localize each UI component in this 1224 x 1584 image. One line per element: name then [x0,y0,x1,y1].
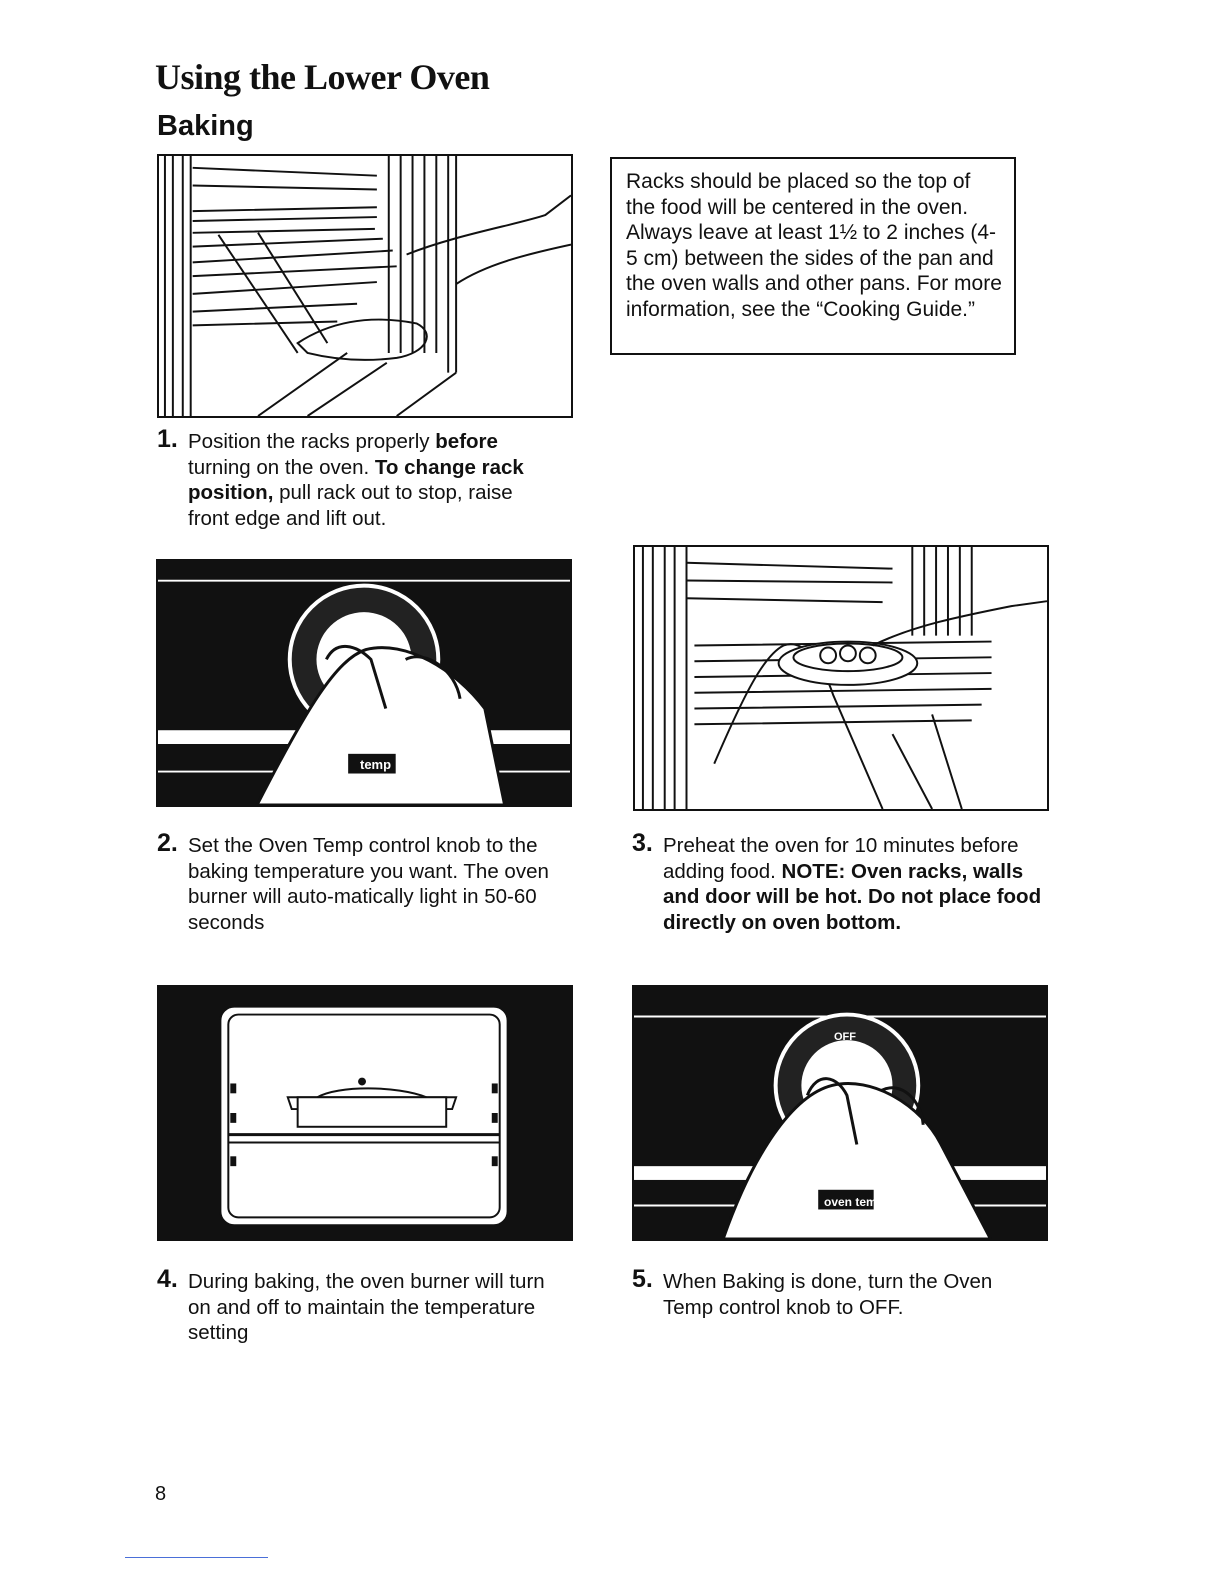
emphasis-text: NOTE: Oven racks, walls and door will be hot. Do not place food directly on oven bottom. [663,859,1042,934]
body-text: Set the Oven Temp control knob to the baking temperature you want. The oven burner will auto-matically light in 50-60 seconds [188,834,549,934]
step-3 [632,829,1042,935]
step-number: 2. [157,829,178,857]
figure-temp-knob [156,559,572,807]
step-number: 1. [157,425,178,453]
section-heading: Baking [157,110,254,142]
knob-off-panel-label: oven temp [824,1195,885,1209]
knob-off-label: OFF [834,1031,856,1043]
footer-rule [125,1557,268,1558]
step-text [188,833,557,935]
emphasis-text: To change rack position, [188,455,524,504]
step-number: 5. [632,1265,653,1293]
body-text: Preheat the oven for 10 minutes before adding food. [663,834,1019,883]
step-text [188,1269,557,1346]
body-text: During baking, the oven burner will turn on and off to maintain the temperature setting [188,1270,545,1344]
step-number: 4. [157,1265,178,1293]
figure-off-knob [632,985,1048,1241]
rack-placement-note: Racks should be placed so the top of the food will be centered in the oven. Always leave at least 1½ to 2 inches (4-5 cm) between the sides of the pan and the oven walls and other pans. For more information, see the “Cooking Guide.” [610,157,1016,355]
step-1 [157,425,557,531]
step-5 [632,1265,1032,1320]
step-text [663,1269,1032,1320]
body-text: When Baking is done, turn the Oven Temp control knob to OFF. [663,1270,993,1319]
step-number: 3. [632,829,653,857]
body-text: Position the racks properly [188,430,436,453]
figure-oven-interior [157,985,573,1241]
page-number: 8 [155,1483,167,1505]
knob-temp-label: temp [360,757,392,772]
figure-rack-position [157,154,573,418]
step-text [188,429,557,531]
body-text: turning on the oven. [188,455,375,479]
figure-place-dish [633,545,1049,811]
step-2 [157,829,557,935]
emphasis-text: before [435,430,498,453]
step-4 [157,1265,557,1346]
step-text [663,833,1042,935]
body-text: pull rack out to stop, raise front edge and lift out. [188,481,513,530]
page-title: Using the Lower Oven [155,57,490,97]
